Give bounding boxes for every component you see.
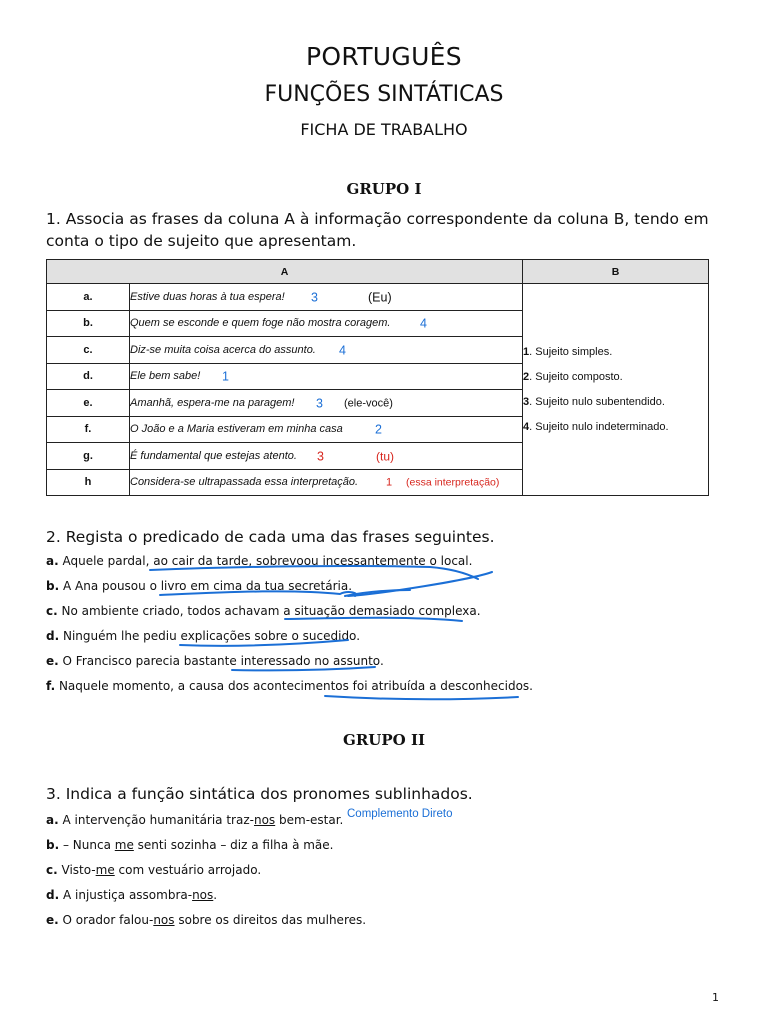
- table-row: [47, 284, 709, 311]
- sentence-text: É fundamental que estejas atento.: [130, 449, 297, 462]
- list-item: b. – Nunca me senti sozinha – diz a filha à mãe.: [46, 838, 334, 852]
- column-a-header: A: [47, 260, 523, 284]
- list-item: e. O Francisco parecia bastante interessado no assunto.: [46, 654, 384, 668]
- list-item: c. Visto-me com vestuário arrojado.: [46, 863, 262, 877]
- underlined-pronoun: nos: [153, 913, 175, 927]
- option-2: 2. Sujeito composto.: [523, 370, 623, 383]
- underlined-pronoun: nos: [253, 813, 276, 827]
- row-letter: a.: [47, 284, 130, 311]
- list-item: a. A intervenção humanitária traz-nos bem-estar.: [46, 813, 344, 827]
- row-sentence: [130, 337, 523, 364]
- group-1-heading: GRUPO I: [346, 180, 422, 198]
- question-2-text: 2. Regista o predicado de cada uma das frases seguintes.: [46, 528, 495, 546]
- handwritten-note: (tu): [376, 449, 394, 464]
- page-number: 1: [712, 991, 719, 1004]
- document-subtitle: FUNÇÕES SINTÁTICAS: [264, 82, 504, 107]
- list-item: d. A injustiça assombra-nos.: [46, 888, 218, 902]
- row-letter: b.: [47, 310, 130, 337]
- handwritten-answer: 2: [375, 422, 382, 437]
- handwritten-answer: 3: [316, 396, 323, 411]
- question-3-text: 3. Indica a função sintática dos pronomes sublinhados.: [46, 785, 473, 803]
- handwritten-answer: 1: [222, 369, 229, 384]
- underlined-pronoun: me: [114, 838, 134, 852]
- handwritten-answer: Complemento Direto: [347, 808, 453, 820]
- row-letter: f.: [47, 416, 130, 443]
- row-letter: g.: [47, 443, 130, 470]
- row-sentence: [130, 284, 523, 311]
- row-sentence: [130, 363, 523, 390]
- list-item: d. Ninguém lhe pediu explicações sobre o sucedido.: [46, 629, 361, 643]
- underlined-pronoun: nos: [192, 888, 214, 902]
- row-sentence: [130, 469, 523, 496]
- row-letter: d.: [47, 363, 130, 390]
- underline-f: [325, 696, 518, 699]
- row-letter: c.: [47, 337, 130, 364]
- sentence-text: Diz-se muita coisa acerca do assunto.: [130, 343, 316, 356]
- underline-c: [285, 618, 462, 621]
- sentence-text: O João e a Maria estiveram em minha casa: [130, 423, 343, 436]
- handwritten-note: (essa interpretação): [406, 476, 500, 489]
- sentence-text: Ele bem sabe!: [130, 370, 201, 383]
- list-item: c. No ambiente criado, todos achavam a situação demasiado complexa.: [46, 604, 481, 618]
- list-item: b. A Ana pousou o livro em cima da tua secretária.: [46, 579, 353, 593]
- column-b-header: B: [523, 260, 709, 284]
- options-cell: [523, 284, 709, 496]
- handwritten-note: (Eu): [368, 290, 392, 305]
- row-sentence: [130, 310, 523, 337]
- handwritten-answer: 1: [386, 476, 393, 489]
- list-item: a. Aquele pardal, ao cair da tarde, sobrevoou incessantemente o local.: [46, 554, 473, 568]
- document-title: PORTUGUÊS: [306, 42, 462, 71]
- matching-table: [46, 259, 709, 496]
- sentence-text: Amanhã, espera-me na paragem!: [130, 396, 295, 409]
- sentence-text: Quem se esconde e quem foge não mostra coragem.: [130, 317, 391, 330]
- row-sentence: [130, 416, 523, 443]
- option-4: 4. Sujeito nulo indeterminado.: [523, 420, 669, 433]
- handwritten-answer: 3: [311, 290, 318, 305]
- worksheet-label: FICHA DE TRABALHO: [300, 120, 468, 139]
- row-sentence: [130, 443, 523, 470]
- handwritten-answer: 3: [317, 449, 324, 464]
- row-letter: h: [47, 469, 130, 496]
- list-item: f. Naquele momento, a causa dos acontecimentos foi atribuída a desconhecidos.: [46, 679, 533, 693]
- handwritten-answer: 4: [420, 316, 427, 331]
- handwritten-answer: 4: [339, 343, 346, 358]
- list-item: e. O orador falou-nos sobre os direitos das mulheres.: [46, 913, 367, 927]
- row-letter: e.: [47, 390, 130, 417]
- row-sentence: [130, 390, 523, 417]
- underlined-pronoun: me: [95, 863, 115, 877]
- handwritten-note: (ele-você): [344, 397, 393, 410]
- option-1: 1. Sujeito simples.: [523, 345, 613, 358]
- underline-b-2: [348, 572, 492, 596]
- sentence-text: Estive duas horas à tua espera!: [130, 290, 285, 303]
- option-3: 3. Sujeito nulo subentendido.: [523, 395, 665, 408]
- group-2-heading: GRUPO II: [343, 731, 425, 749]
- sentence-text: Considera-se ultrapassada essa interpretação.: [130, 476, 359, 489]
- question-1-text: 1. Associa as frases da coluna A à informação correspondente da coluna B, tendo em conta o tipo de sujeito que apresentam.: [46, 210, 709, 250]
